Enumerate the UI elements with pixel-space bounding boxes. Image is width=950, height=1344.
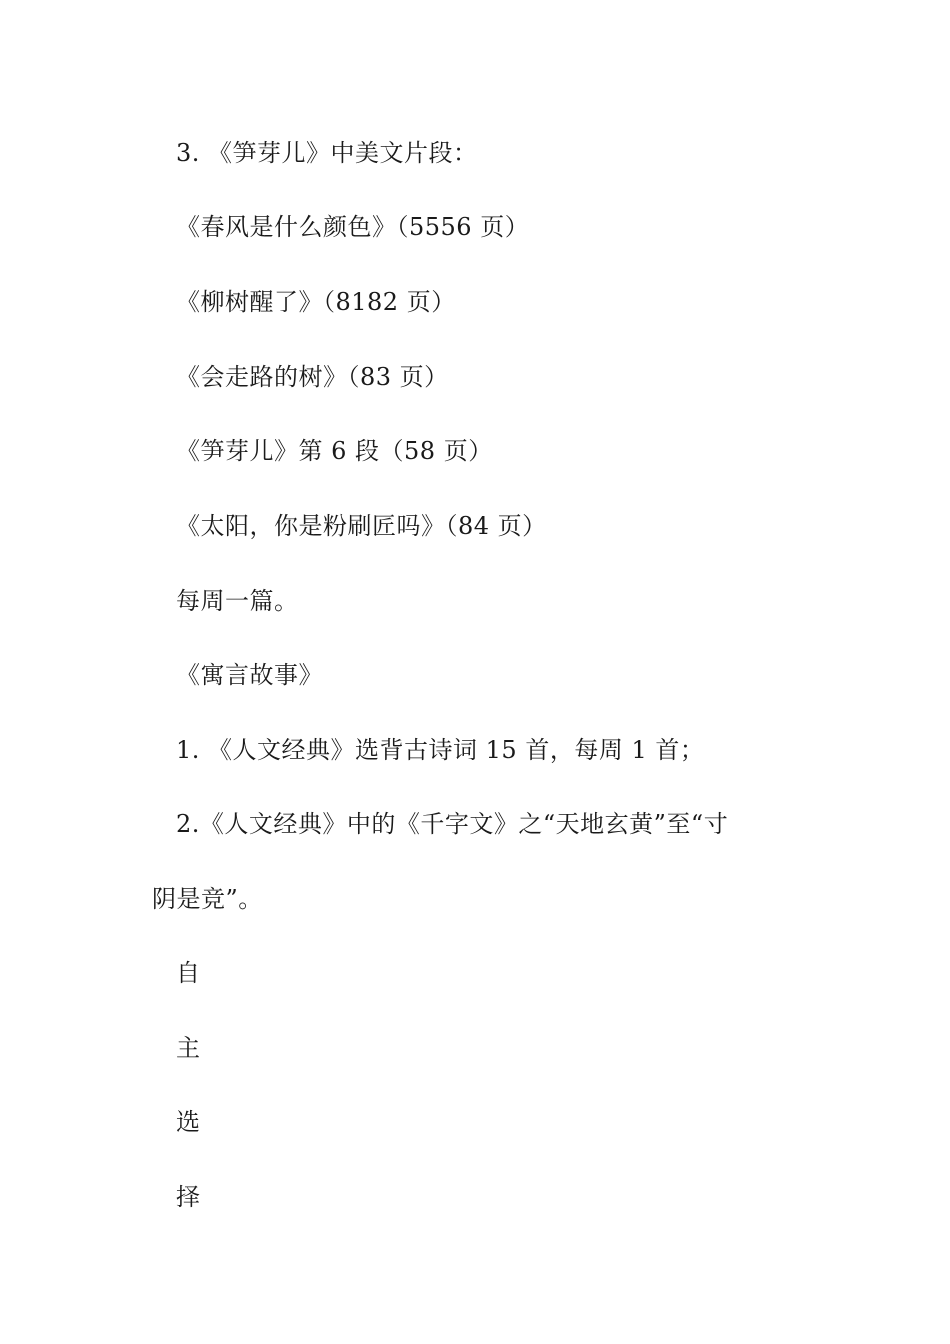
vertical-char: 选 xyxy=(176,1108,201,1136)
reading-item: 《会走路的树》（83 页） xyxy=(176,363,449,391)
reading-item: 《柳树醒了》（8182 页） xyxy=(176,288,456,316)
reading-item: 《太阳，你是粉刷匠吗》（84 页） xyxy=(176,512,547,540)
vertical-char: 主 xyxy=(176,1034,201,1062)
schedule-note: 每周一篇。 xyxy=(176,587,299,615)
section-heading: 3. 《笋芽儿》中美文片段： xyxy=(176,139,478,167)
reading-item: 《春风是什么颜色》（5556 页） xyxy=(176,213,530,241)
book-title: 《寓言故事》 xyxy=(176,661,323,689)
list-item: 1. 《人文经典》选背古诗词 15 首，每周 1 首； xyxy=(176,736,705,764)
vertical-char: 自 xyxy=(176,959,201,987)
list-item-continuation: 阴是竞”。 xyxy=(152,885,263,913)
reading-item: 《笋芽儿》第 6 段（58 页） xyxy=(176,437,493,465)
vertical-char: 择 xyxy=(176,1183,201,1211)
list-item: 2.《人文经典》中的《千字文》之“天地玄黄”至“寸 xyxy=(176,810,729,838)
